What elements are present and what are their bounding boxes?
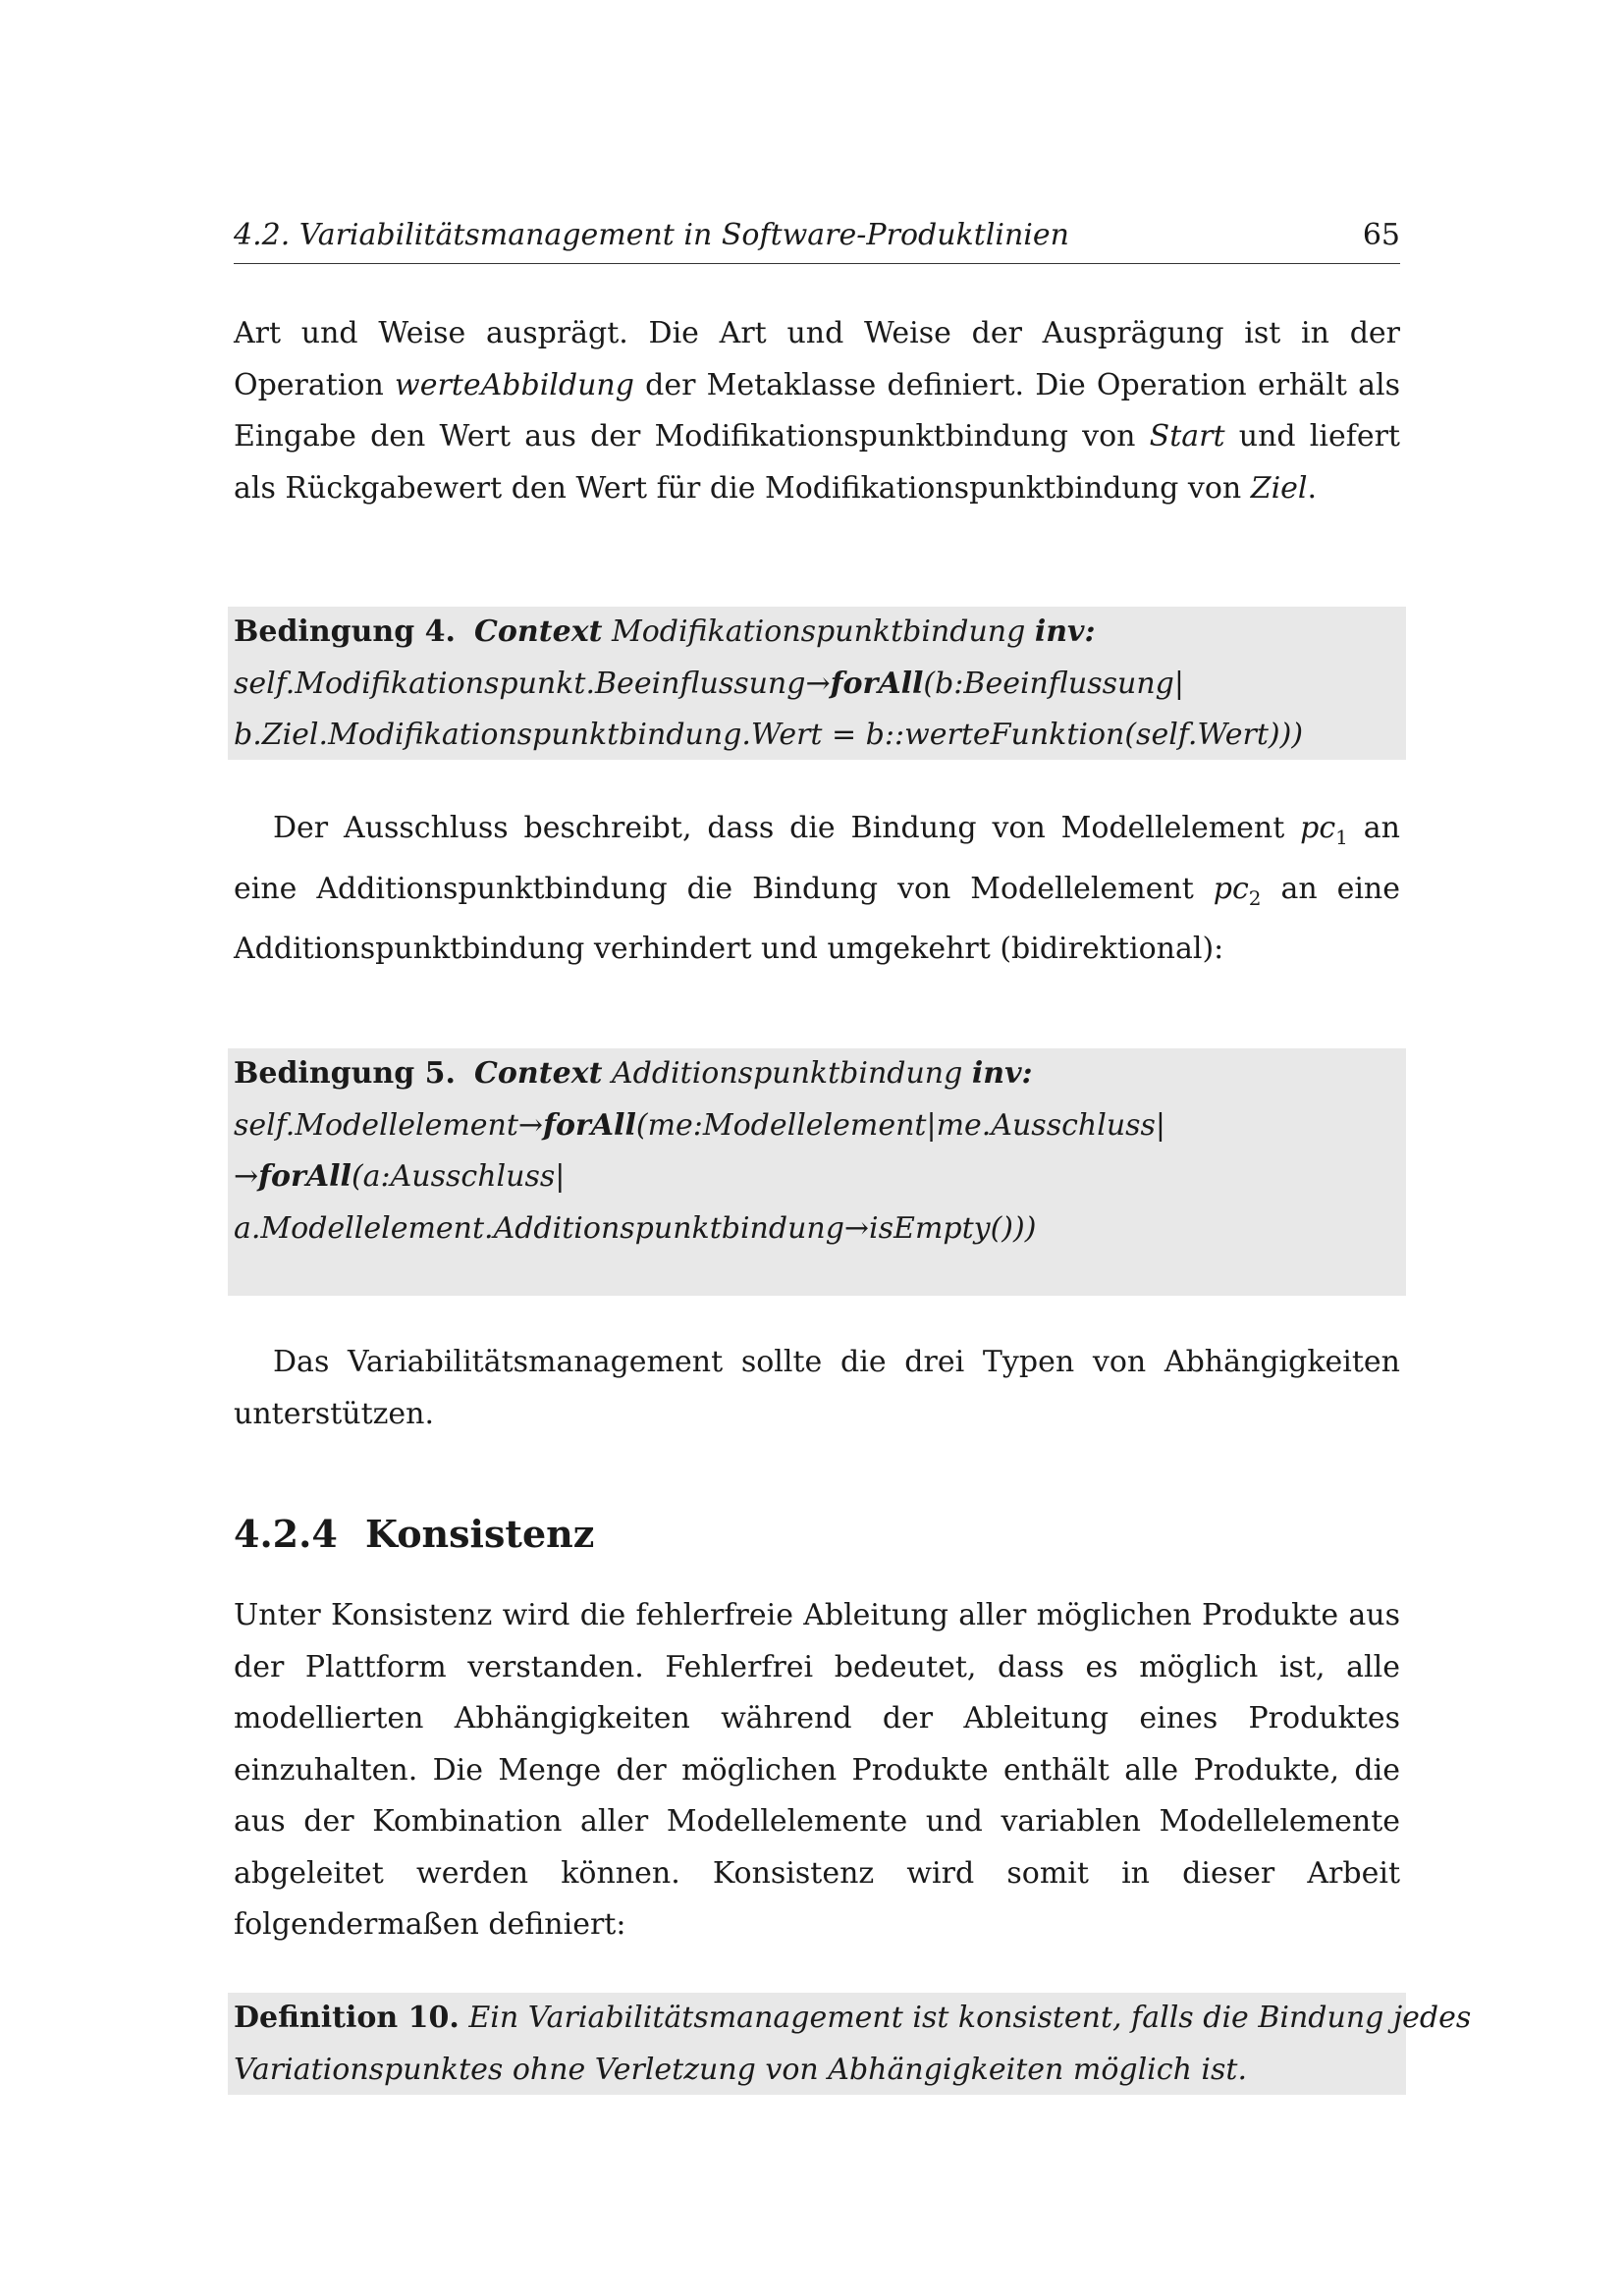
running-header-title: 4.2. Variabilitätsmanagement in Software-Produktlinien xyxy=(234,218,1069,252)
definition-10-label: Definition 10. xyxy=(234,2001,460,2035)
condition-4-label: Bedingung 4. xyxy=(234,614,456,649)
paragraph-werte-abbildung: Art und Weise ausprägt. Die Art und Weise der Ausprägung ist in der Operation werteAbbildung der Metaklasse definiert. Die Operation erhält als Eingabe den Wert aus der Modifikationspunktbindung von Start und liefert als Rückgabewert den Wert für die Modifikationspunktbindung von Ziel. xyxy=(234,316,1400,506)
definition-10-line-2: Variationspunktes ohne Verletzung von Abhängigkeiten möglich ist. xyxy=(234,2052,1248,2087)
paragraph-ausschluss: Der Ausschluss beschreibt, dass die Bindung von Modellelement $pc_1$ an eine Additionspunktbindung die Bindung von Modellelement $pc_2$ an eine Additionspunktbindung verhindert und umgekehrt (bidirektional): xyxy=(234,811,1400,966)
paragraph-konsistenz: Unter Konsistenz wird die fehlerfreie Ableitung aller möglichen Produkte aus der Plattform verstanden. Fehlerfrei bedeutet, dass es möglich ist, alle modellierten Abhängigkeiten während der Ableitung eines Produktes einzuhalten. Die Menge der möglichen Produkte enthält alle Produkte, die aus der Kombination aller Modellelemente und variablen Modellelemente abgeleitet werden können. Konsistenz wird somit in dieser Arbeit folgendermaßen definiert: xyxy=(234,1598,1400,1942)
condition-5-line-2: self.Modellelement→forAll(me:Modellelement|me.Ausschluss| xyxy=(234,1107,1166,1143)
section-title: Konsistenz xyxy=(365,1512,595,1556)
paragraph-drei-typen: Das Variabilitätsmanagement sollte die drei Typen von Abhängigkeiten unterstützen. xyxy=(234,1345,1400,1431)
condition-5-line-3: →forAll(a:Ausschluss| xyxy=(234,1159,566,1194)
condition-5-line-4: a.Modellelement.Additionspunktbindung→isEmpty())) xyxy=(234,1210,1037,1246)
condition-5-label: Bedingung 5. xyxy=(234,1056,456,1091)
section-heading xyxy=(234,1512,594,1556)
running-header xyxy=(234,218,1400,264)
condition-4-line-3: b.Ziel.Modifikationspunktbindung.Wert = b::werteFunktion(self.Wert))) xyxy=(234,718,1304,752)
condition-4-box xyxy=(228,607,1406,760)
section-number: 4.2.4 xyxy=(234,1512,338,1556)
condition-5-box xyxy=(228,1048,1406,1296)
definition-10-line-1: Definition 10. Ein Variabilitätsmanagement ist konsistent, falls die Bindung jedes xyxy=(234,2001,1472,2035)
page-number: 65 xyxy=(1362,218,1400,252)
condition-5-line-1: Bedingung 5. Context Additionspunktbindung inv: xyxy=(234,1056,1033,1091)
condition-4-line-2: self.Modifikationspunkt.Beeinflussung→forAll(b:Beeinflussung| xyxy=(234,666,1184,701)
condition-4-line-1: Bedingung 4. Context Modifikationspunktbindung inv: xyxy=(234,614,1096,649)
definition-10-box xyxy=(228,1993,1472,2095)
